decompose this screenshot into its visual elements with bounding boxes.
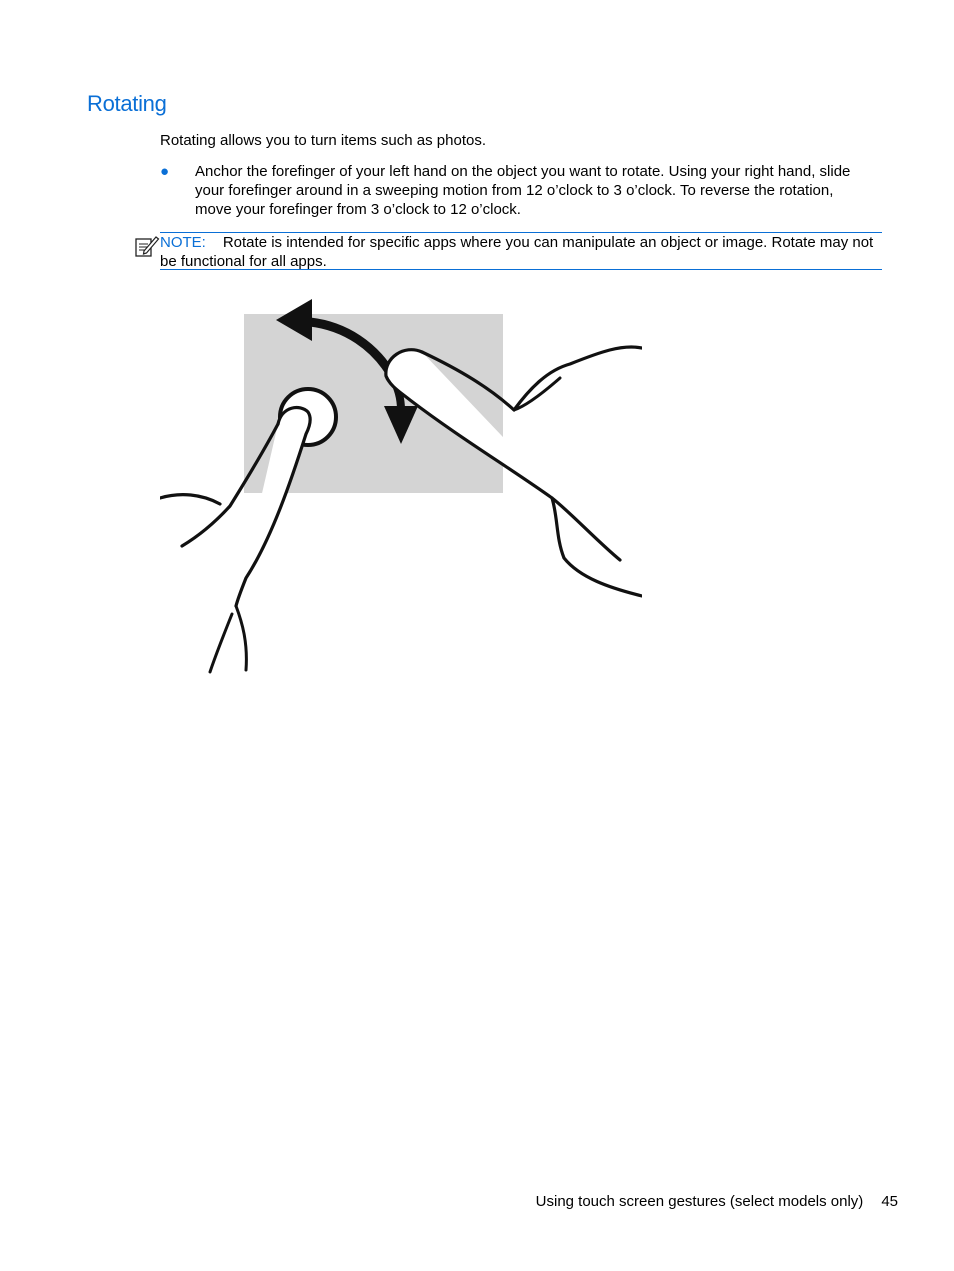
note-text: Rotate is intended for specific apps where you can manipulate an object or image. Rotate may not be functional for all apps.: [160, 234, 874, 270]
page-number: 45: [881, 1193, 898, 1210]
section-title: Rotating: [87, 91, 167, 116]
intro-paragraph: Rotating allows you to turn items such as photos.: [160, 132, 487, 149]
rotate-gesture-illustration: [160, 288, 642, 693]
note-label: NOTE: [160, 234, 202, 251]
bullet-list: [160, 162, 870, 219]
bullet-icon: ●: [160, 163, 170, 180]
bullet-text: Anchor the forefinger of your left hand on the object you want to rotate. Using your right hand, slide your forefinger around in a sweeping motion from 12 o’clock to 3 o’clock. To reverse the rotation, move your forefinger from 3 o’clock to 12 o’clock.: [195, 163, 851, 218]
page-footer: [536, 1192, 898, 1211]
note-pencil-icon: [134, 234, 160, 258]
footer-chapter-title: Using touch screen gestures (select models only): [535, 1193, 864, 1210]
list-item: [160, 162, 870, 219]
note-colon: :: [201, 234, 206, 251]
note-box: [160, 232, 882, 270]
